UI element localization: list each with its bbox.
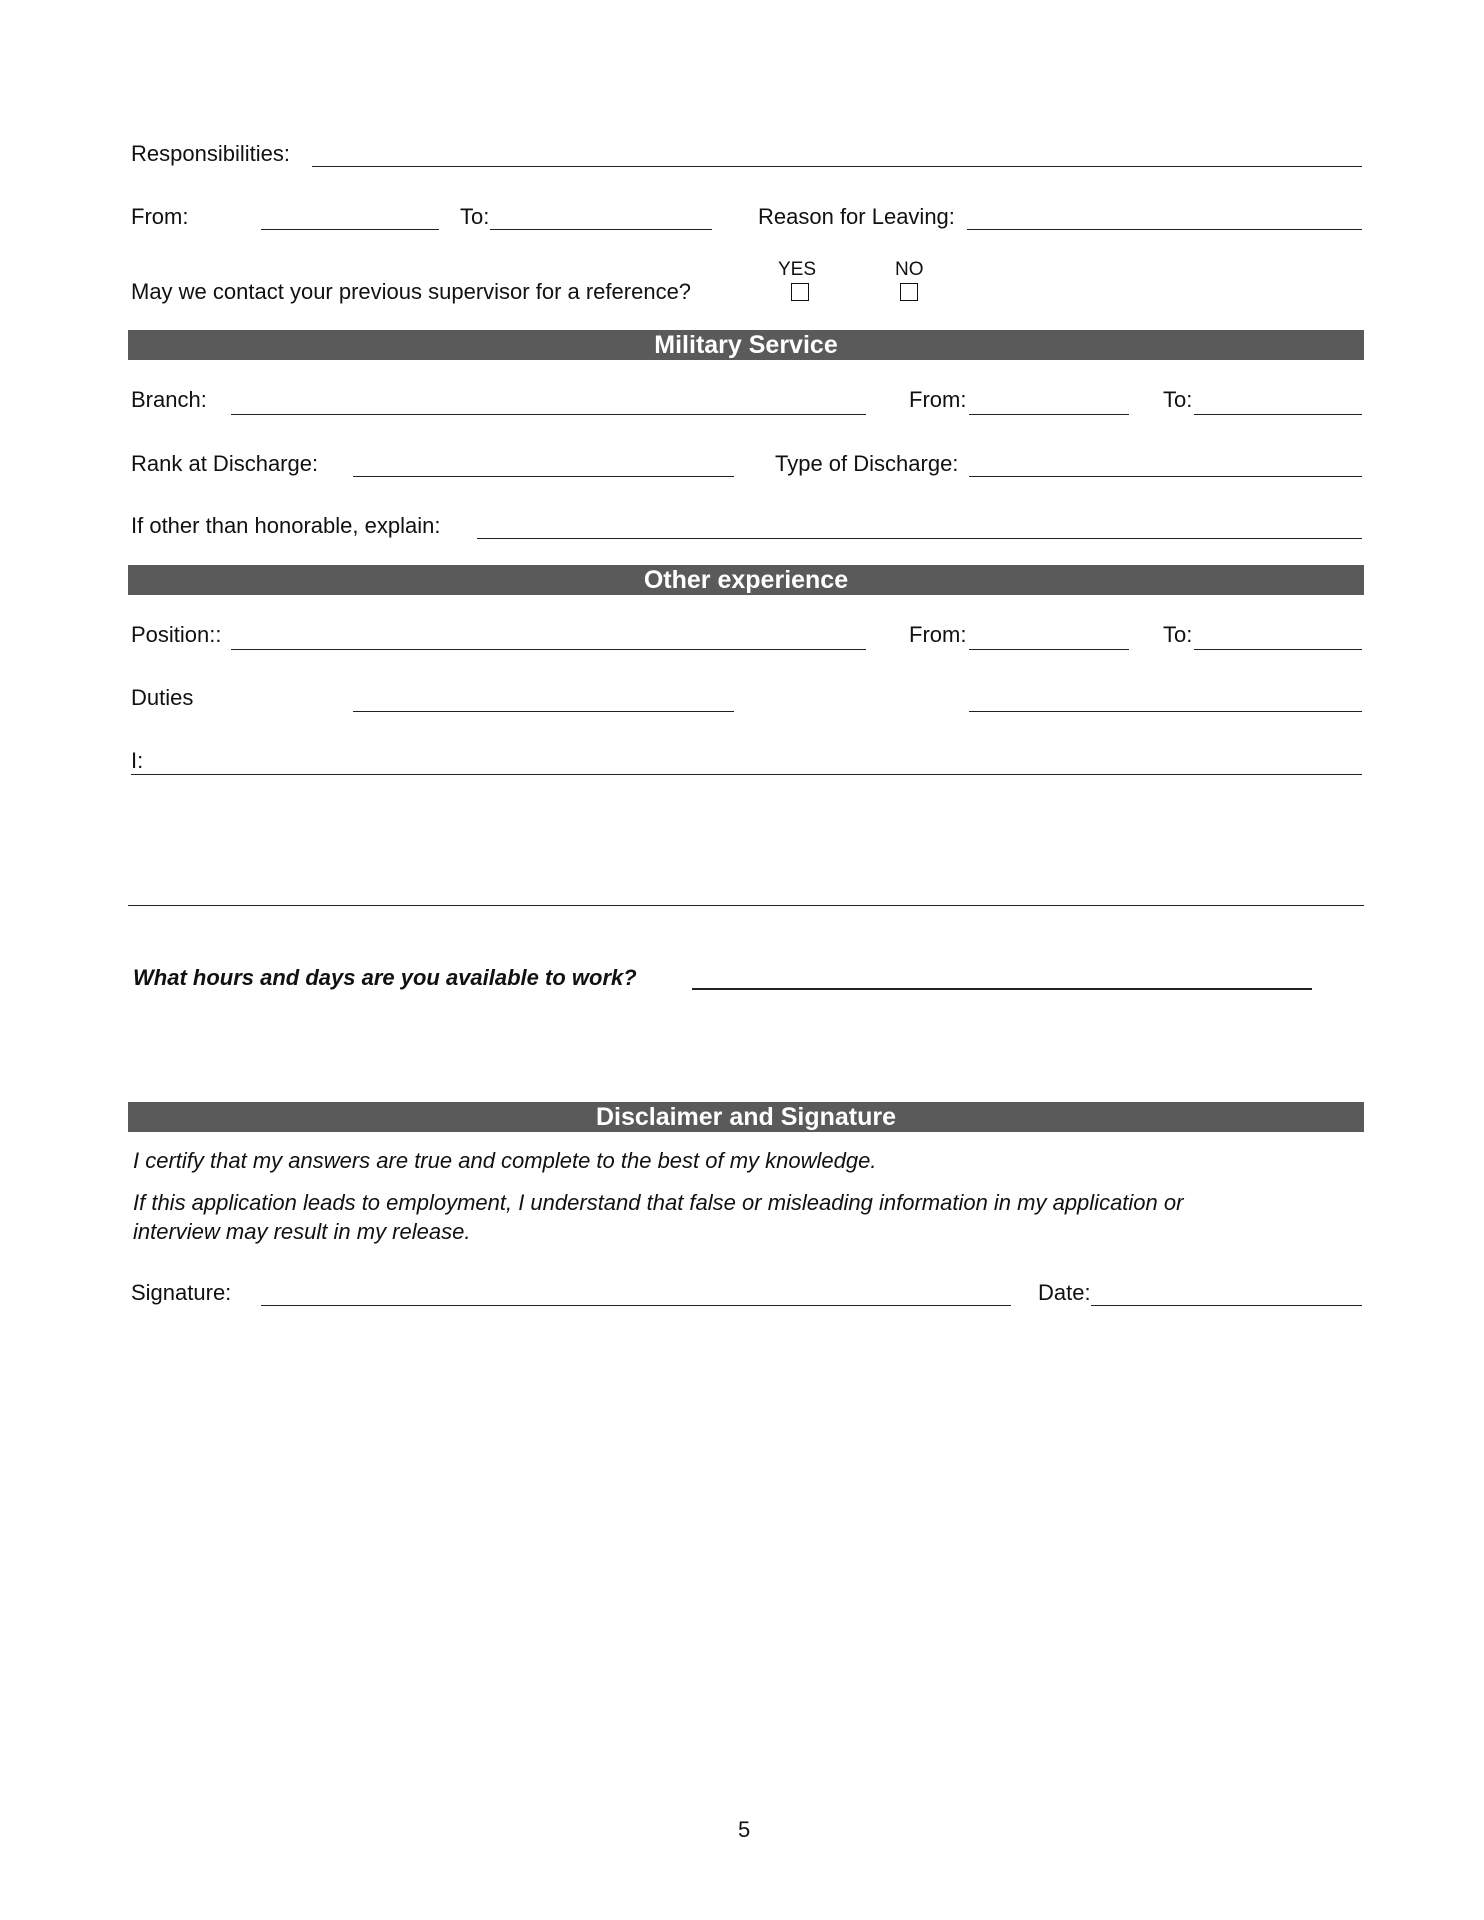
employment-to-label: To: [460,204,490,229]
position-field[interactable] [231,649,866,650]
contact-no-checkbox[interactable] [900,283,918,301]
other-to-label: To: [1163,622,1193,647]
contact-yes-checkbox[interactable] [791,283,809,301]
branch-field[interactable] [231,414,866,415]
rank-at-discharge-label: Rank at Discharge: [131,451,319,476]
duties-label: Duties [131,685,194,710]
i-field[interactable] [131,774,1362,775]
other-to-field[interactable] [1194,649,1362,650]
release-text-line2: interview may result in my release. [133,1219,471,1244]
date-label: Date: [1038,1280,1091,1305]
disclaimer-header: Disclaimer and Signature [128,1102,1364,1132]
position-label: Position:: [131,622,222,647]
duties-field-2[interactable] [969,711,1362,712]
employment-from-field[interactable] [261,229,439,230]
section-divider [128,905,1364,906]
military-to-label: To: [1163,387,1193,412]
reason-for-leaving-field[interactable] [967,229,1362,230]
signature-label: Signature: [131,1280,232,1305]
responsibilities-label: Responsibilities: [131,141,290,166]
no-label: NO [895,259,924,280]
type-of-discharge-field[interactable] [969,476,1362,477]
military-from-label: From: [909,387,967,412]
release-text-line1: If this application leads to employment, I understand that false or misleading information in my application or [133,1190,1184,1215]
employment-from-label: From: [131,204,189,229]
rank-at-discharge-field[interactable] [353,476,734,477]
military-to-field[interactable] [1194,414,1362,415]
yes-label: YES [778,259,817,280]
page-number: 5 [738,1817,751,1842]
responsibilities-field[interactable] [312,166,1362,167]
signature-field[interactable] [261,1305,1011,1306]
date-field[interactable] [1091,1305,1362,1306]
contact-supervisor-question: May we contact your previous supervisor for a reference? [131,279,692,304]
explain-field[interactable] [477,538,1362,539]
other-experience-header: Other experience [128,565,1364,595]
i-label: I: [131,748,144,773]
duties-field-1[interactable] [353,711,734,712]
reason-for-leaving-label: Reason for Leaving: [758,204,955,229]
availability-field[interactable] [692,988,1312,990]
other-from-field[interactable] [969,649,1129,650]
other-from-label: From: [909,622,967,647]
certify-text: I certify that my answers are true and complete to the best of my knowledge. [133,1148,877,1173]
employment-to-field[interactable] [490,229,712,230]
military-from-field[interactable] [969,414,1129,415]
military-service-header: Military Service [128,330,1364,360]
type-of-discharge-label: Type of Discharge: [775,451,959,476]
explain-label: If other than honorable, explain: [131,513,441,538]
branch-label: Branch: [131,387,207,412]
availability-question: What hours and days are you available to work? [133,965,637,990]
